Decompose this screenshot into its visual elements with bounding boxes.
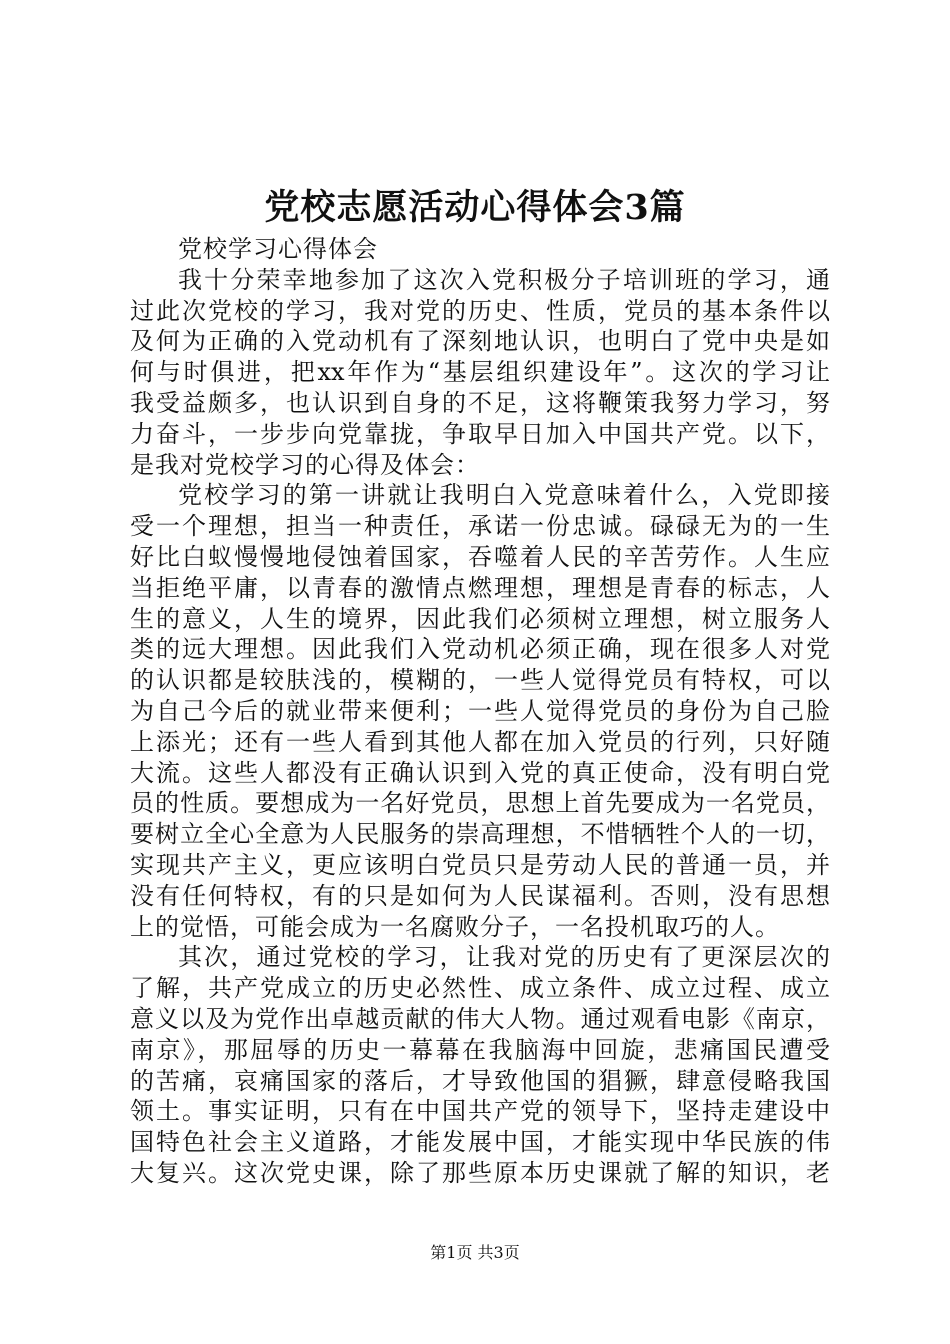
text-line: 其次，通过党校的学习，让我对党的历史有了更深层次的 [178,943,830,972]
text-line: 我受益颇多，也认识到自身的不足，这将鞭策我努力学习，努 [130,388,830,417]
text-line: 是我对党校学习的心得及体会： [130,450,480,479]
document-body [130,234,830,1189]
text-line: 当拒绝平庸，以青春的激情点燃理想，理想是青春的标志，人 [130,573,830,602]
text-line: 大复兴。这次党史课，除了那些原本历史课就了解的知识，老 [130,1158,830,1187]
text-line: 生的意义，人生的境界，因此我们必须树立理想，树立服务人 [130,604,830,633]
text-line: 我十分荣幸地参加了这次入党积极分子培训班的学习，通 [178,265,830,294]
text-line: 力奋斗，一步步向党靠拢，争取早日加入中国共产党。以下， [130,419,830,448]
text-line: 南京》，那屈辱的历史一幕幕在我脑海中回旋，悲痛国民遭受 [130,1035,830,1064]
text-line: 没有任何特权，有的只是如何为人民谋福利。否则，没有思想 [130,881,830,910]
text-line: 意义以及为党作出卓越贡献的伟大人物。通过观看电影《南京， [130,1004,830,1033]
text-line: 及何为正确的入党动机有了深刻地认识，也明白了党中央是如 [130,327,830,356]
text-line: 类的远大理想。因此我们入党动机必须正确，现在很多人对党 [130,635,830,664]
text-line: 受一个理想，担当一种责任，承诺一份忠诚。碌碌无为的一生 [130,512,830,541]
text-line: 为自己今后的就业带来便利；一些人觉得党员的身份为自己脸 [130,696,830,725]
text-line: 了解，共产党成立的历史必然性、成立条件、成立过程、成立 [130,974,830,1003]
text-line: 要树立全心全意为人民服务的崇高理想，不惜牺牲个人的一切， [130,820,830,849]
page-footer: 第1页 共3页 [430,1243,520,1262]
text-line: 党校学习的第一讲就让我明白入党意味着什么，入党即接 [178,481,830,510]
document-title: 党校志愿活动心得体会3篇 [264,187,686,228]
text-line: 过此次党校的学习，我对党的历史、性质，党员的基本条件以 [130,296,830,325]
text-line: 大流。这些人都没有正确认识到入党的真正使命，没有明白党 [130,758,830,787]
text-line: 国特色社会主义道路，才能发展中国，才能实现中华民族的伟 [130,1128,830,1157]
text-line: 党校学习心得体会 [178,235,378,263]
text-line: 好比白蚁慢慢地侵蚀着国家，吞噬着人民的辛苦劳作。人生应 [130,542,830,571]
text-line: 领土。事实证明，只有在中国共产党的领导下，坚持走建设中 [130,1097,830,1126]
text-line: 的苦痛，哀痛国家的落后，才导致他国的猖獗，肆意侵略我国 [130,1066,830,1095]
text-line: 实现共产主义，更应该明白党员只是劳动人民的普通一员，并 [130,850,830,879]
text-line: 上添光；还有一些人看到其他人都在加入党员的行列，只好随 [130,727,830,756]
text-line: 上的觉悟，可能会成为一名腐败分子，一名投机取巧的人。 [130,912,780,941]
text-line: 的认识都是较肤浅的，模糊的，一些人觉得党员有特权，可以 [130,666,830,695]
text-line: 何与时俱进，把xx年作为“基层组织建设年”。这次的学习让 [130,358,830,387]
text-line: 员的性质。要想成为一名好党员，思想上首先要成为一名党员， [130,789,830,818]
